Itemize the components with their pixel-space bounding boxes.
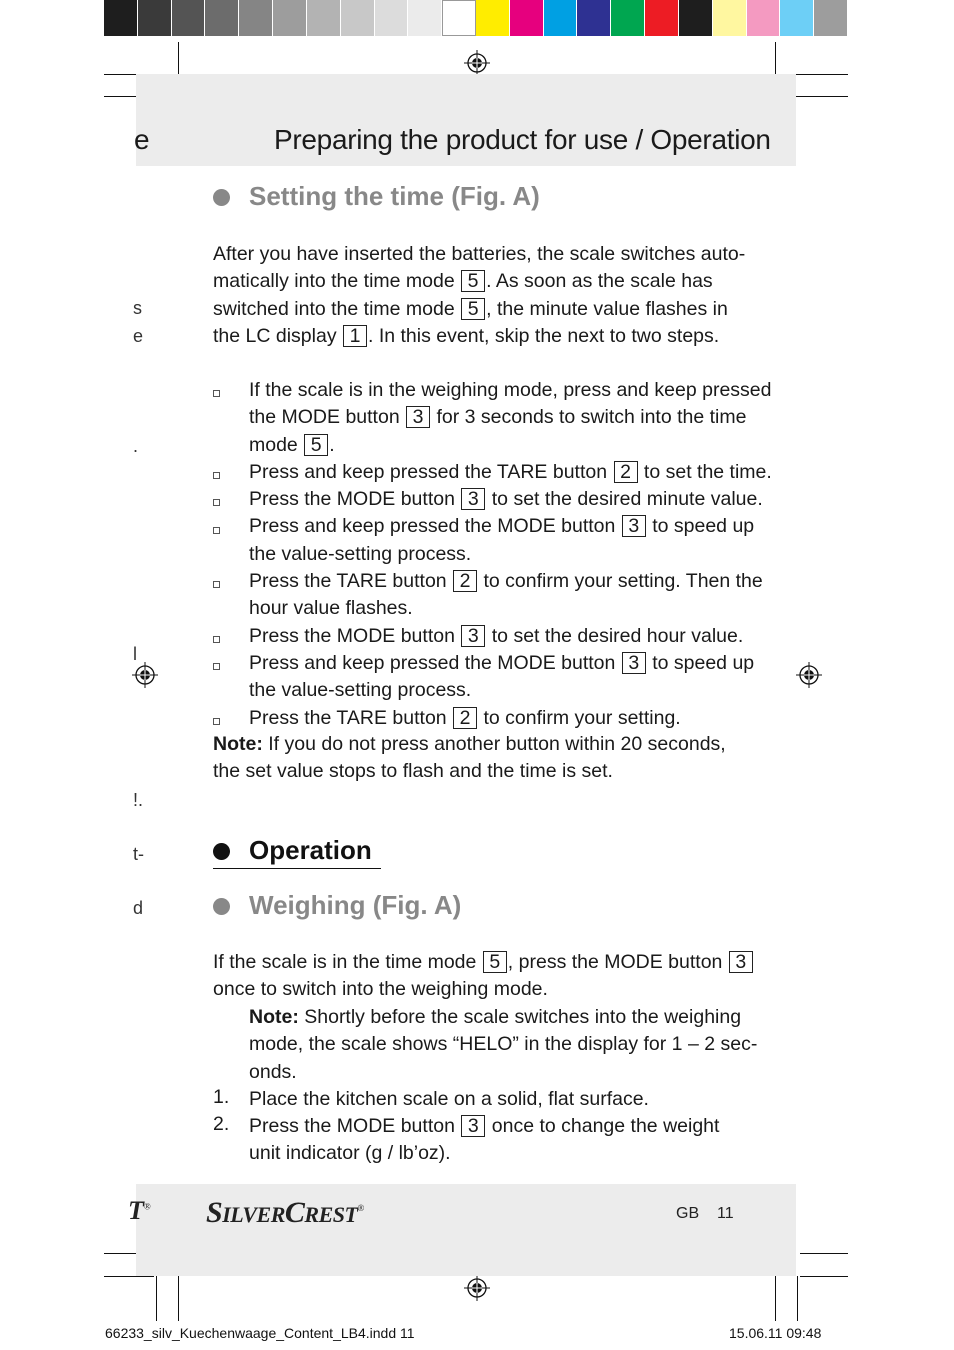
color-swatch	[544, 0, 578, 36]
heading-underline	[213, 868, 381, 869]
cut-off-header-letter: e	[134, 124, 150, 155]
registration-mark-icon	[796, 662, 822, 688]
registration-mark-icon	[132, 662, 158, 688]
text-line: the value-setting process.	[249, 542, 472, 565]
ref-box: 5	[461, 270, 485, 292]
ref-box: 2	[614, 461, 638, 483]
list-item	[249, 1113, 719, 1168]
text-line: Place the kitchen scale on a solid, flat surface.	[249, 1088, 649, 1110]
crop-mark	[104, 1276, 154, 1277]
language-code: GB	[676, 1205, 700, 1222]
text-line: Press the MODE button 3 to set the desired minute value.	[249, 488, 763, 511]
crop-mark	[156, 1276, 157, 1321]
heading-weighing: Weighing (Fig. A)	[249, 890, 462, 920]
color-swatch	[611, 0, 645, 36]
text-line: unit indicator (g / lb’oz).	[249, 1142, 451, 1165]
list-item	[249, 1086, 649, 1113]
ref-box: 5	[461, 298, 485, 320]
checkbox-bullet-icon	[213, 390, 220, 397]
weighing-note	[249, 1004, 757, 1086]
ref-box: 3	[461, 1115, 485, 1137]
facing-page-glyph: e	[133, 326, 144, 346]
crop-mark	[790, 74, 848, 75]
color-swatch	[577, 0, 611, 36]
text-line: matically into the time mode 5 . As soon as the scale has	[213, 270, 713, 293]
setting-time-note	[213, 731, 726, 786]
facing-page-glyph: t-	[133, 844, 144, 864]
cut-off-brand-glyph: T®	[128, 1196, 151, 1225]
text-line: the value-setting process.	[249, 679, 472, 702]
color-calibration-bar	[104, 0, 848, 36]
text-line: hour value flashes.	[249, 597, 413, 620]
setting-time-intro	[213, 241, 745, 350]
weighing-intro	[213, 949, 754, 1004]
facing-page-glyph: s	[133, 298, 142, 318]
text-line: Press the MODE button 3 once to change the weight	[249, 1115, 720, 1137]
text-line: Press the MODE button 3 to set the desired hour value.	[249, 624, 744, 647]
text-line: mode 5 .	[249, 433, 335, 456]
text-line: If the scale is in the time mode 5 , press the MODE button 3	[213, 949, 754, 976]
color-swatch	[205, 0, 239, 36]
registration-mark-icon	[464, 1275, 490, 1301]
text-line: Press the TARE button 2 to confirm your setting.	[249, 706, 681, 729]
color-swatch	[341, 0, 375, 36]
heading-setting-time: Setting the time (Fig. A)	[249, 181, 540, 211]
facing-page-glyph: .	[133, 436, 139, 456]
ref-box: 3	[461, 625, 485, 647]
crop-mark	[775, 1276, 776, 1321]
text-line: the set value stops to flash and the time is set.	[213, 760, 613, 783]
text-line: Press the TARE button 2 to confirm your setting. Then the	[249, 570, 763, 593]
color-swatch	[476, 0, 510, 36]
registration-mark-icon	[464, 50, 490, 76]
slug-datetime: 15.06.11 09:48	[729, 1325, 822, 1341]
text-line: Press and keep pressed the TARE button 2 to set the time.	[249, 460, 772, 483]
text-line: If the scale is in the weighing mode, press and keep pressed	[249, 379, 772, 401]
color-swatch	[239, 0, 273, 36]
checkbox-bullet-icon	[213, 636, 220, 643]
ref-box: 3	[622, 652, 646, 674]
color-swatch	[747, 0, 781, 36]
page-title: Preparing the product for use / Operation	[274, 124, 771, 155]
color-swatch	[645, 0, 679, 36]
text-line: Note: If you do not press another button within 20 seconds,	[213, 733, 726, 755]
section-bullet-icon	[213, 843, 230, 860]
color-swatch	[172, 0, 206, 36]
ref-box: 1	[343, 325, 367, 347]
color-swatch	[273, 0, 307, 36]
facing-page-glyph: l	[133, 644, 137, 664]
ref-box: 2	[453, 707, 477, 729]
ref-box: 2	[453, 570, 477, 592]
slug-filename: 66233_silv_Kuechenwaage_Content_LB4.indd 11	[105, 1325, 415, 1341]
ref-box: 5	[483, 951, 507, 973]
text-line: once to switch into the weighing mode.	[213, 978, 548, 1001]
color-swatch	[442, 0, 476, 36]
crop-mark	[797, 1276, 798, 1321]
silvercrest-logo: SILVERCREST®	[206, 1196, 364, 1229]
section-bullet-icon	[213, 189, 230, 206]
crop-mark	[178, 1276, 179, 1321]
color-swatch	[679, 0, 713, 36]
text-line: Press and keep pressed the MODE button 3 to speed up	[249, 515, 755, 538]
ref-box: 3	[461, 488, 485, 510]
ref-box: 3	[406, 406, 430, 428]
checkbox-bullet-icon	[213, 527, 220, 534]
checkbox-bullet-icon	[213, 718, 220, 725]
color-swatch	[307, 0, 341, 36]
crop-mark	[800, 1276, 848, 1277]
crop-mark	[790, 96, 848, 97]
facing-page-glyph: !.	[133, 790, 144, 810]
checkbox-bullet-icon	[213, 499, 220, 506]
color-swatch	[104, 0, 138, 36]
color-swatch	[713, 0, 747, 36]
color-swatch	[780, 0, 814, 36]
checkbox-bullet-icon	[213, 663, 220, 670]
crop-mark	[800, 1253, 848, 1254]
color-swatch	[408, 0, 442, 36]
text-line: Note: Shortly before the scale switches into the weighing	[249, 1006, 742, 1028]
ref-box: 5	[304, 434, 328, 456]
page-number: 11	[717, 1205, 734, 1222]
text-line: switched into the time mode 5 , the minute value flashes in	[213, 297, 728, 320]
section-bullet-icon	[213, 898, 230, 915]
text-line: Press and keep pressed the MODE button 3 to speed up	[249, 651, 755, 674]
text-line: mode, the scale shows “HELO” in the display for 1 – 2 sec-	[249, 1033, 758, 1056]
text-line: the MODE button 3 for 3 seconds to switch into the time	[249, 406, 747, 429]
checkbox-bullet-icon	[213, 581, 220, 588]
list-number: 2.	[213, 1113, 230, 1135]
color-swatch	[375, 0, 409, 36]
heading-operation: Operation	[249, 835, 372, 865]
ref-box: 3	[729, 951, 753, 973]
color-swatch	[814, 0, 848, 36]
setting-time-steps	[249, 377, 772, 732]
ref-box: 3	[622, 515, 646, 537]
checkbox-bullet-icon	[213, 472, 220, 479]
color-swatch	[138, 0, 172, 36]
text-line: After you have inserted the batteries, the scale switches auto-	[213, 243, 746, 265]
facing-page-glyph: d	[133, 898, 144, 918]
text-line: the LC display 1 . In this event, skip the next to two steps.	[213, 324, 720, 347]
text-line: onds.	[249, 1060, 297, 1083]
color-swatch	[510, 0, 544, 36]
list-number: 1.	[213, 1086, 230, 1108]
